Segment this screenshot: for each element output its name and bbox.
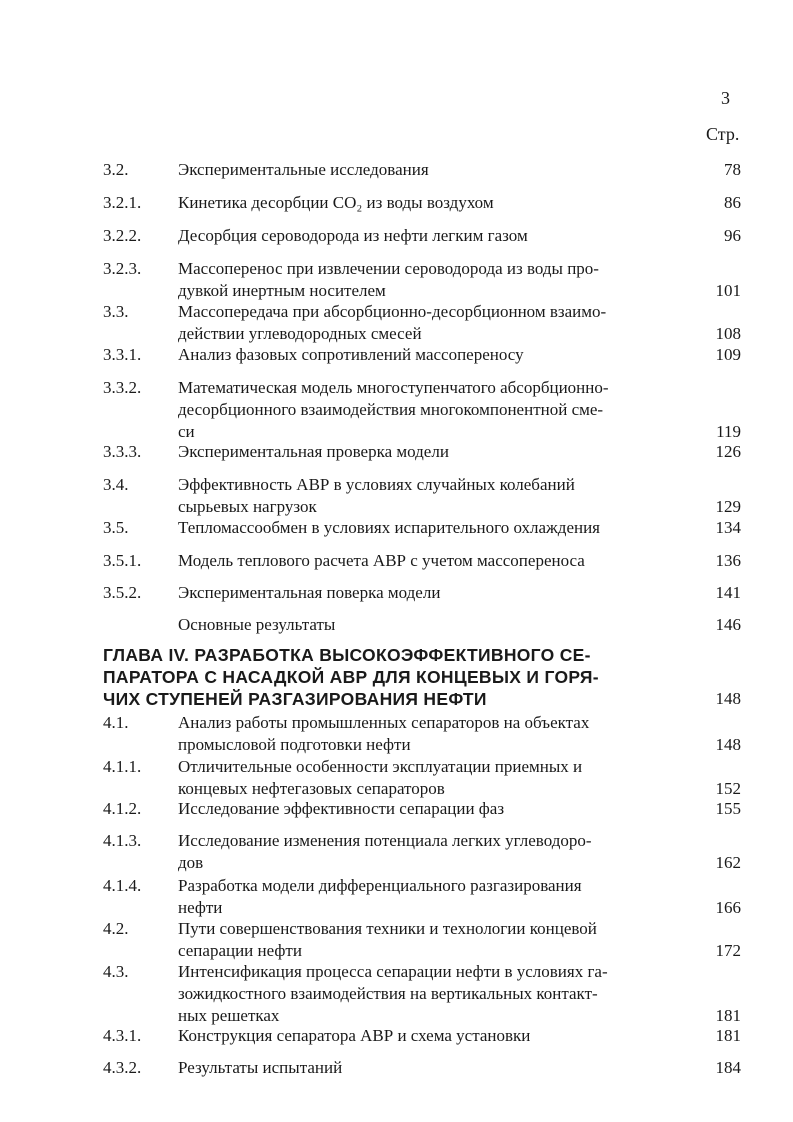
chapter-heading: [103, 644, 655, 710]
toc-entry-number: 4.1.: [103, 713, 129, 732]
toc-entry-number: 4.2.: [103, 919, 129, 938]
toc-entry-title: [178, 918, 654, 962]
toc-entry-title-line: Анализ работы промышленных сепараторов на объектах: [178, 713, 590, 732]
toc-entry-page: 152: [715, 779, 741, 798]
toc-entry-title-line: Массопередача при абсорбционно-десорбционном взаимо-: [178, 302, 607, 321]
toc-entry-page: 172: [715, 941, 741, 960]
toc-entry-title-line: промысловой подготовки нефти: [178, 735, 411, 754]
toc-entry-number: 3.2.3.: [103, 259, 142, 278]
toc-entry-title-line: Математическая модель многоступенчатого абсорбционно-: [178, 378, 609, 397]
toc-entry-title-line: Интенсификация процесса сепарации нефти в условиях га-: [178, 962, 608, 981]
toc-entry-title: [178, 377, 654, 443]
toc-entry-title-line: Отличительные особенности эксплуатации приемных и: [178, 757, 583, 776]
toc-entry-number: 4.3.2.: [103, 1058, 142, 1077]
toc-entry-page: 96: [724, 226, 741, 245]
toc-entry-number: 3.5.: [103, 518, 129, 537]
toc-entry-title: [178, 582, 654, 604]
toc-entry-title-line: сепарации нефти: [178, 941, 302, 960]
toc-entry-title-line: си: [178, 422, 195, 441]
toc-entry-page: 136: [715, 551, 741, 570]
toc-entry-number: 3.3.: [103, 302, 129, 321]
chapter-heading-line: ГЛАВА IV. РАЗРАБОТКА ВЫСОКОЭФФЕКТИВНОГО СЕ-: [103, 645, 591, 665]
toc-entry-title-line: концевых нефтегазовых сепараторов: [178, 779, 445, 798]
toc-entry-page: 184: [715, 1058, 741, 1077]
toc-entry-page: 162: [715, 853, 741, 872]
toc-entry-title: [178, 192, 654, 214]
toc-entry-page: 148: [715, 735, 741, 754]
toc-entry-title: [178, 159, 654, 181]
toc-entry-title-line: Модель теплового расчета АВР с учетом массопереноса: [178, 551, 585, 570]
toc-entry-title-line: Конструкция сепаратора АВР и схема установки: [178, 1026, 531, 1045]
toc-entry-title-line: дов: [178, 853, 204, 872]
toc-entry-title: [178, 225, 654, 247]
toc-entry-title: [178, 614, 654, 636]
toc-entry-title: [178, 1025, 654, 1047]
toc-entry-number: 4.1.4.: [103, 876, 142, 895]
toc-entry-title-line: сырьевых нагрузок: [178, 497, 317, 516]
toc-entry-title-line: Анализ фазовых сопротивлений массопереносу: [178, 345, 524, 364]
pages-column-header: Стр.: [706, 124, 740, 144]
toc-entry-page: 78: [724, 160, 741, 179]
toc-entry-title: [178, 474, 654, 518]
toc-entry-title-line: Пути совершенствования техники и технологии концевой: [178, 919, 597, 938]
toc-entry-page: 134: [715, 518, 741, 537]
toc-entry-number: 3.2.2.: [103, 226, 142, 245]
toc-entry-page: 109: [715, 345, 741, 364]
toc-entry-number: 4.1.3.: [103, 831, 142, 850]
toc-entry-title-line: Экспериментальная проверка модели: [178, 442, 449, 461]
toc-entry-page: 155: [715, 799, 741, 818]
toc-entry-number: 3.2.1.: [103, 193, 142, 212]
toc-entry-title: [178, 875, 654, 919]
toc-entry-number: 3.4.: [103, 475, 129, 494]
chapter-heading-line: ЧИХ СТУПЕНЕЙ РАЗГАЗИРОВАНИЯ НЕФТИ: [103, 689, 487, 709]
toc-entry-title-line: Экспериментальные исследования: [178, 160, 429, 179]
toc-entry-title: [178, 301, 654, 345]
toc-entry-number: 3.5.1.: [103, 551, 142, 570]
page-number: 3: [721, 88, 730, 108]
toc-entry-title: [178, 517, 654, 539]
toc-entry-number: 3.3.3.: [103, 442, 142, 461]
toc-entry-title-line: ных решетках: [178, 1006, 280, 1025]
toc-entry-title-line: Десорбция сероводорода из нефти легким газом: [178, 226, 528, 245]
toc-entry-page: 166: [715, 898, 741, 917]
chapter-heading-line: ПАРАТОРА С НАСАДКОЙ АВР ДЛЯ КОНЦЕВЫХ И ГОРЯ-: [103, 667, 599, 687]
toc-entry-title-line: Разработка модели дифференциального разгазирования: [178, 876, 582, 895]
toc-entry-title: [178, 712, 654, 756]
toc-entry-number: 4.1.1.: [103, 757, 142, 776]
toc-entry-title: [178, 961, 654, 1027]
toc-entry-title-line: Основные результаты: [178, 615, 336, 634]
toc-entry-title-line: зожидкостного взаимодействия на вертикальных контакт-: [178, 984, 598, 1003]
toc-entry-title-line: Эффективность АВР в условиях случайных колебаний: [178, 475, 575, 494]
chapter-page-number: 148: [715, 689, 741, 708]
toc-entry-number: 3.3.1.: [103, 345, 142, 364]
toc-entry-page: 86: [724, 193, 741, 212]
toc-entry-title-line: Кинетика десорбции CO₂ из воды воздухом: [178, 193, 494, 212]
toc-entry-title: [178, 550, 654, 572]
toc-entry-page: 101: [715, 281, 741, 300]
toc-entry-page: 119: [716, 422, 741, 441]
toc-entry-title: [178, 258, 654, 302]
toc-entry-title-line: десорбционного взаимодействия многокомпонентной сме-: [178, 400, 604, 419]
toc-entry-page: 181: [715, 1026, 741, 1045]
toc-entry-page: 146: [715, 615, 741, 634]
toc-entry-title: [178, 441, 654, 463]
toc-entry-number: 3.3.2.: [103, 378, 142, 397]
toc-entry-title: [178, 830, 654, 874]
toc-entry-title: [178, 1057, 654, 1079]
toc-entry-page: 126: [715, 442, 741, 461]
toc-entry-number: 4.3.1.: [103, 1026, 142, 1045]
toc-entry-title-line: нефти: [178, 898, 223, 917]
toc-entry-title-line: Экспериментальная поверка модели: [178, 583, 441, 602]
toc-entry-title-line: Массоперенос при извлечении сероводорода из воды про-: [178, 259, 599, 278]
toc-entry-number: 3.2.: [103, 160, 129, 179]
toc-entry-title-line: Тепломассообмен в условиях испарительного охлаждения: [178, 518, 601, 537]
toc-entry-number: 3.5.2.: [103, 583, 142, 602]
toc-entry-page: 129: [715, 497, 741, 516]
toc-entry-title-line: Результаты испытаний: [178, 1058, 343, 1077]
toc-entry-number: 4.1.2.: [103, 799, 142, 818]
toc-entry-title-line: Исследование изменения потенциала легких углеводоро-: [178, 831, 592, 850]
toc-entry-title: [178, 798, 654, 820]
toc-entry-page: 108: [715, 324, 741, 343]
toc-entry-page: 181: [715, 1006, 741, 1025]
toc-entry-title-line: дувкой инертным носителем: [178, 281, 386, 300]
toc-entry-title: [178, 756, 654, 800]
toc-entry-title-line: Исследование эффективности сепарации фаз: [178, 799, 505, 818]
toc-entry-page: 141: [715, 583, 741, 602]
toc-entry-number: 4.3.: [103, 962, 129, 981]
toc-entry-title-line: действии углеводородных смесей: [178, 324, 422, 343]
toc-entry-title: [178, 344, 654, 366]
